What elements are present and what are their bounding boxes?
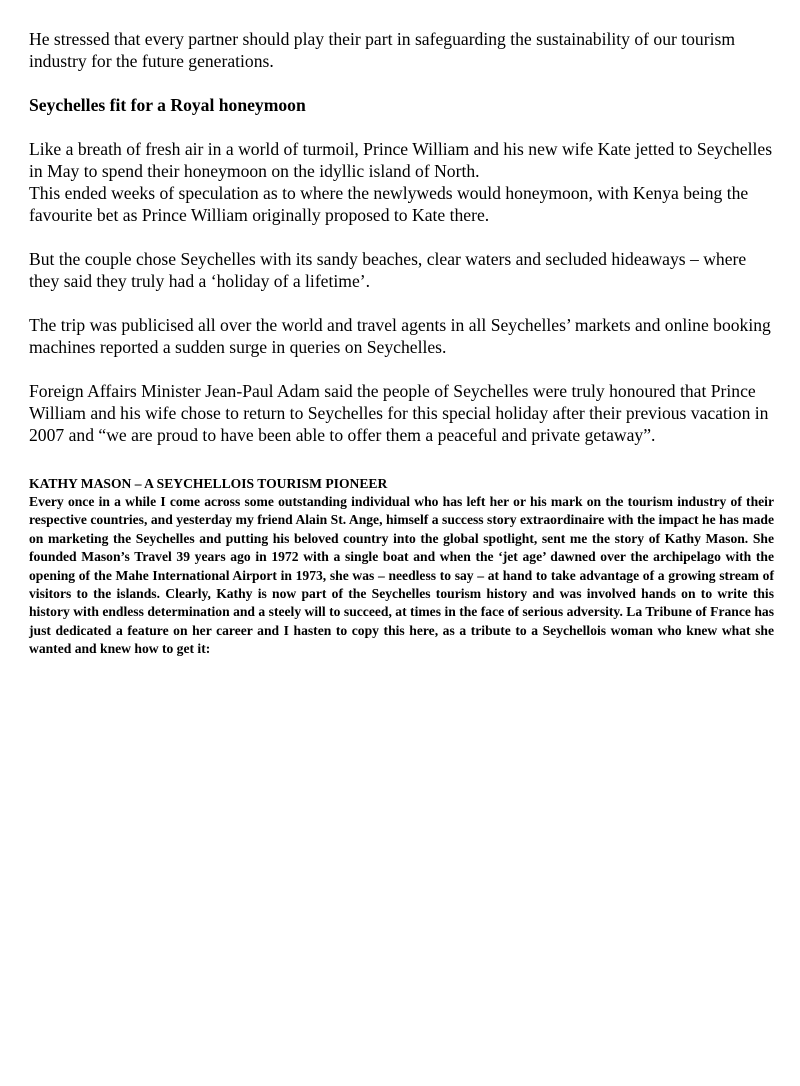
article-paragraph-5: Foreign Affairs Minister Jean-Paul Adam said the people of Seychelles were truly honoured that Prince William and his wife chose to return to Seychelles for this special holiday after their previous vacation in 2007 and “we are proud to have been able to offer them a peaceful and private getaway”.: [29, 381, 769, 445]
article-paragraph-2: This ended weeks of speculation as to where the newlyweds would honeymoon, with Kenya being the favourite bet as Prince William originally proposed to Kate there.: [29, 183, 749, 225]
intro-paragraph: He stressed that every partner should play their part in safeguarding the sustainability of our tourism industry for the future generations.: [29, 29, 736, 71]
profile-section: [29, 475, 774, 659]
article-heading: Seychelles fit for a Royal honeymoon: [29, 95, 306, 115]
article-paragraph-4: The trip was publicised all over the world and travel agents in all Seychelles’ markets and online booking machines reported a sudden surge in queries on Seychelles.: [29, 315, 771, 357]
profile-title: KATHY MASON – A SEYCHELLOIS TOURISM PIONEER: [29, 476, 388, 491]
article-paragraph-3: But the couple chose Seychelles with its sandy beaches, clear waters and secluded hideaways – where they said they truly had a ‘holiday of a lifetime’.: [29, 249, 747, 291]
article-paragraph-1: Like a breath of fresh air in a world of turmoil, Prince William and his new wife Kate jetted to Seychelles in May to spend their honeymoon on the idyllic island of North.: [29, 139, 773, 181]
profile-body: Every once in a while I come across some outstanding individual who has left her or his mark on the tourism industry of their respective countries, and yesterday my friend Alain St. Ange, himself a success story extraordinaire with the impact he has made on marketing the Seychelles and putting his beloved country into the global spotlight, sent me the story of Kathy Mason. She founded Mason’s Travel 39 years ago in 1972 with a single boat and when the ‘jet age’ dawned over the archipelago with the opening of the Mahe International Airport in 1973, she was – needless to say – at hand to take advantage of a growing stream of visitors to the islands. Clearly, Kathy is now part of the Seychelles tourism history and was involved hands on to write this history with endless determination and a steely will to succeed, at times in the face of serious adversity. La Tribune of France has just dedicated a feature on her career and I hasten to copy this here, as a tribute to a Seychellois woman who knew what she wanted and knew how to get it:: [29, 494, 774, 657]
document-page: [29, 28, 774, 659]
